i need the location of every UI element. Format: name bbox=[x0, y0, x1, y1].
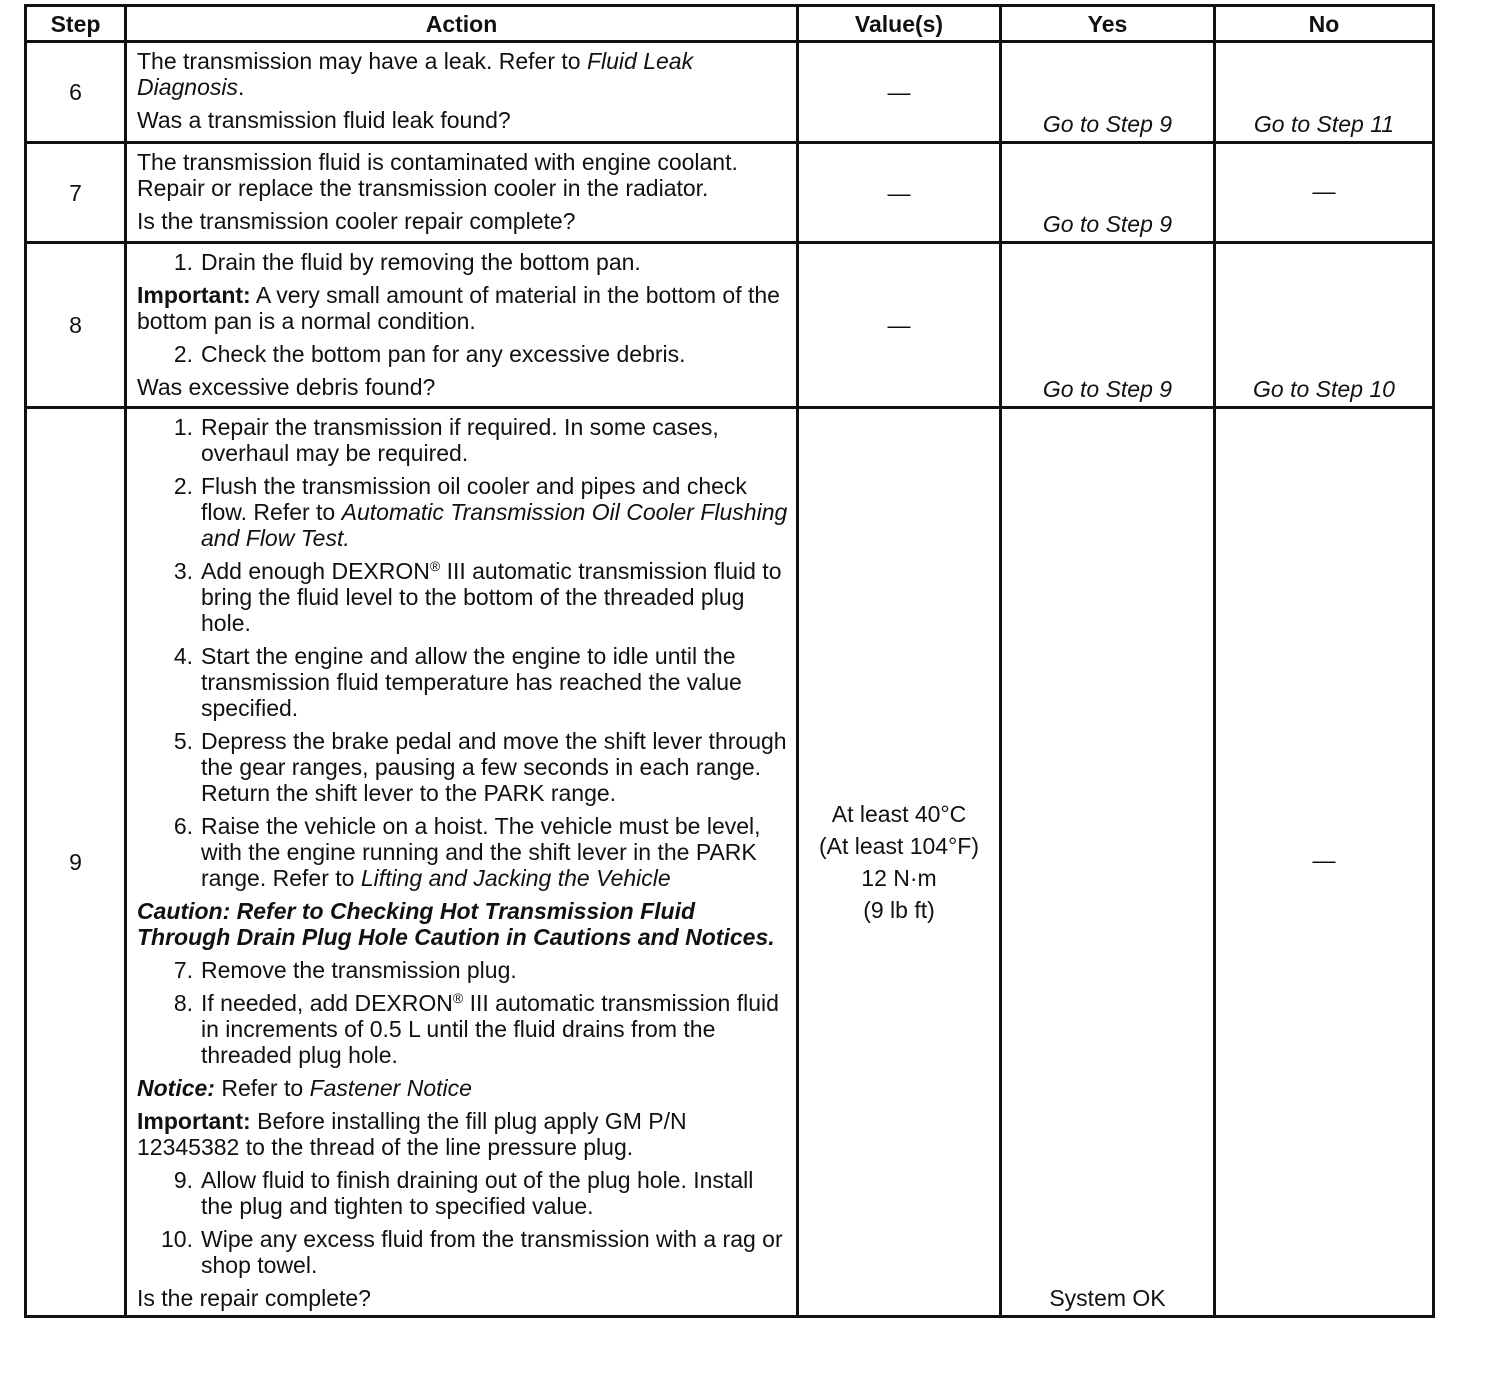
action-cell bbox=[126, 42, 798, 143]
value-cell: — bbox=[798, 42, 1001, 143]
yes-cell: Go to Step 9 bbox=[1001, 243, 1215, 408]
action-question: Is the repair complete? bbox=[137, 1285, 371, 1311]
caution-note: Caution: Refer to Checking Hot Transmission Fluid Through Drain Plug Hole Caution in Cautions and Notices. bbox=[137, 898, 775, 950]
step-number: 9 bbox=[26, 408, 126, 1317]
action-question: Is the transmission cooler repair complete? bbox=[137, 208, 576, 234]
list-item: 9. Allow fluid to finish draining out of the plug hole. Install the plug and tighten to specified value. bbox=[173, 1167, 754, 1219]
list-item: 2. Check the bottom pan for any excessive debris. bbox=[173, 341, 686, 367]
action-text: The transmission fluid is contaminated with engine coolant. Repair or replace the transmission cooler in the radiator. bbox=[137, 149, 738, 201]
diagnostic-table bbox=[24, 4, 1435, 1318]
list-item: 2. Flush the transmission oil cooler and pipes and check flow. Refer to Automatic Transmission Oil Cooler Flushing and Flow Test. bbox=[173, 473, 788, 551]
value-cell: — bbox=[798, 143, 1001, 243]
list-item: 4. Start the engine and allow the engine to idle until the transmission fluid temperature has reached the value specified. bbox=[173, 643, 742, 721]
reference-link: Fastener Notice bbox=[309, 1075, 472, 1101]
action-question: Was excessive debris found? bbox=[137, 374, 436, 400]
reference-link: Lifting and Jacking the Vehicle bbox=[360, 865, 671, 891]
table-row-step-9 bbox=[26, 408, 1434, 1317]
action-cell bbox=[126, 408, 798, 1317]
table-row-step-7 bbox=[26, 143, 1434, 243]
value-temp-f: (At least 104°F) bbox=[818, 833, 980, 859]
registered-mark: ® bbox=[429, 558, 441, 574]
list-item: 1. Drain the fluid by removing the bottom pan. bbox=[173, 249, 641, 275]
no-cell: — bbox=[1215, 143, 1434, 243]
list-item: 7. Remove the transmission plug. bbox=[173, 957, 517, 983]
table-row-step-6 bbox=[26, 42, 1434, 143]
action-text: The transmission may have a leak. Refer to Fluid Leak Diagnosis. bbox=[137, 48, 694, 100]
list-item: 1. Repair the transmission if required. In some cases, overhaul may be required. bbox=[173, 414, 719, 466]
important-note: Important: A very small amount of material in the bottom of the bottom pan is a normal condition. bbox=[137, 282, 780, 334]
step-number: 8 bbox=[26, 243, 126, 408]
no-cell: — bbox=[1215, 408, 1434, 1317]
list-item: 3. Add enough DEXRON® III automatic transmission fluid to bring the fluid level to the bottom of the threaded plug hole. bbox=[173, 558, 782, 636]
important-note: Important: Before installing the fill plug apply GM P/N 12345382 to the thread of the line pressure plug. bbox=[137, 1108, 687, 1160]
value-temp-c: At least 40°C bbox=[831, 801, 967, 827]
header-action: Action bbox=[126, 6, 798, 42]
step-number: 6 bbox=[26, 42, 126, 143]
header-yes: Yes bbox=[1001, 6, 1215, 42]
action-cell bbox=[126, 243, 798, 408]
header-step: Step bbox=[26, 6, 126, 42]
yes-cell: Go to Step 9 bbox=[1001, 143, 1215, 243]
header-values: Value(s) bbox=[798, 6, 1001, 42]
no-cell: Go to Step 10 bbox=[1215, 243, 1434, 408]
table-row-step-8 bbox=[26, 243, 1434, 408]
reference-link: Fluid Leak Diagnosis bbox=[137, 48, 694, 100]
notice-note: Notice: Refer to Fastener Notice bbox=[137, 1075, 472, 1101]
list-item: 5. Depress the brake pedal and move the shift lever through the gear ranges, pausing a few seconds in each range. Return the shift lever to the PARK range. bbox=[173, 728, 787, 806]
value-torque-nm: 12 N·m bbox=[861, 865, 937, 891]
registered-mark: ® bbox=[452, 990, 464, 1006]
action-cell bbox=[126, 143, 798, 243]
value-cell: — bbox=[798, 243, 1001, 408]
value-cell bbox=[798, 408, 1001, 1317]
header-no: No bbox=[1215, 6, 1434, 42]
list-item: 10. Wipe any excess fluid from the transmission with a rag or shop towel. bbox=[161, 1226, 783, 1278]
list-item: 8. If needed, add DEXRON® III automatic transmission fluid in increments of 0.5 L until the fluid drains from the threaded plug hole. bbox=[173, 990, 779, 1068]
value-torque-lbft: (9 lb ft) bbox=[863, 897, 935, 923]
yes-cell: Go to Step 9 bbox=[1001, 42, 1215, 143]
no-cell: Go to Step 11 bbox=[1215, 42, 1434, 143]
list-item: 6. Raise the vehicle on a hoist. The vehicle must be level, with the engine running and the shift lever in the PARK range. Refer to Lifting and Jacking the Vehicle bbox=[173, 813, 761, 891]
reference-link: Automatic Transmission Oil Cooler Flushing and Flow Test. bbox=[201, 499, 788, 551]
header-row bbox=[26, 6, 1434, 42]
action-question: Was a transmission fluid leak found? bbox=[137, 107, 511, 133]
yes-cell: System OK bbox=[1001, 408, 1215, 1317]
step-number: 7 bbox=[26, 143, 126, 243]
